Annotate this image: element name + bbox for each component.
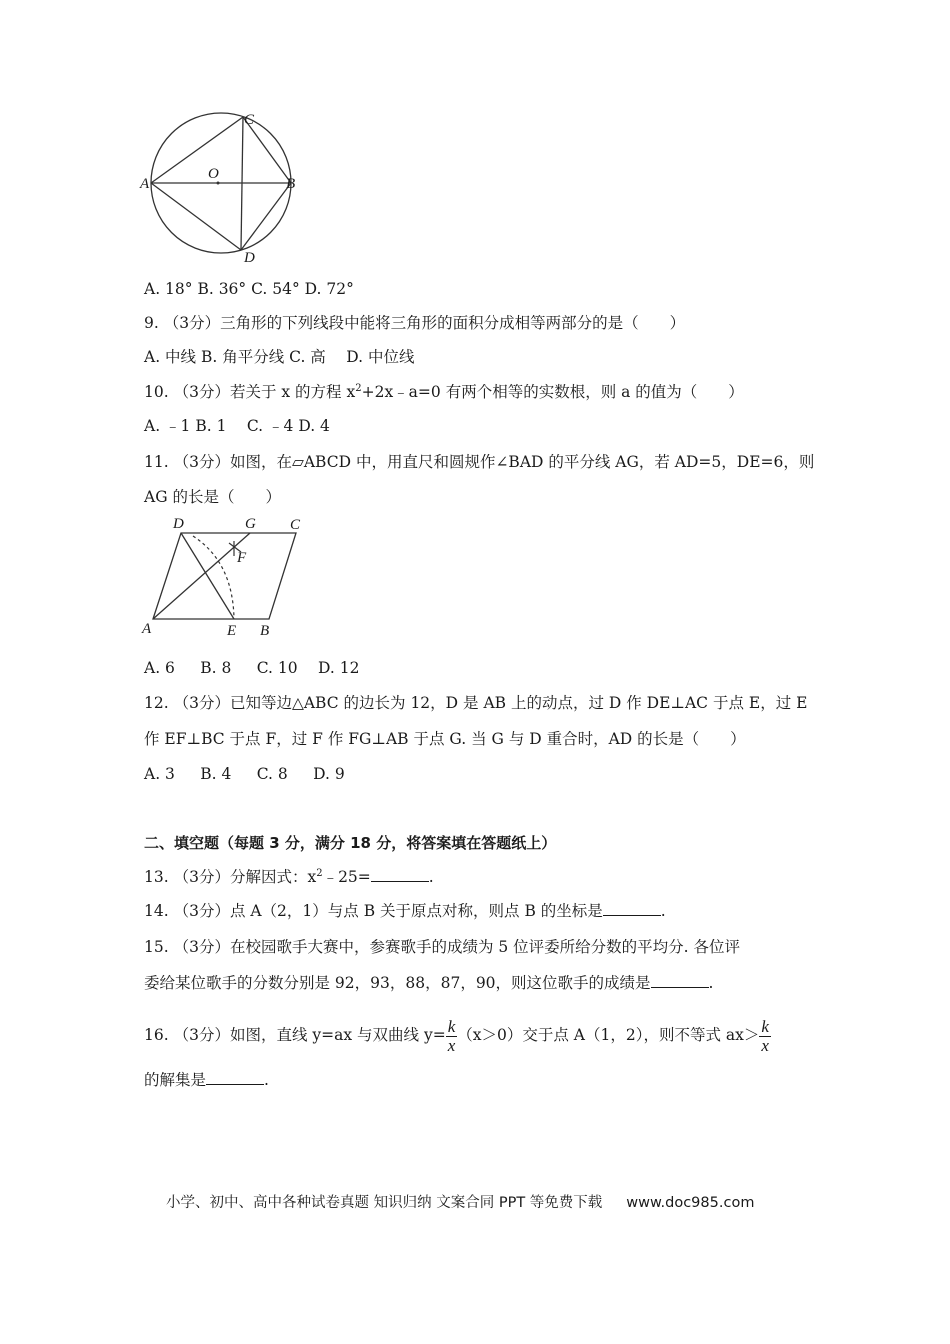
q16-stem-b: （x＞0）交于点 A（1，2），则不等式 ax＞ <box>457 1026 760 1044</box>
q16-fraction-2 <box>759 1018 771 1055</box>
label-f: F <box>237 550 247 566</box>
parallelogram-abcd <box>153 533 296 619</box>
q16-end: . <box>264 1071 269 1089</box>
label-d: D <box>173 516 184 532</box>
q16-fraction-1 <box>446 1018 458 1055</box>
frac-denominator: x <box>761 1035 769 1055</box>
q15-answer-blank <box>651 973 709 988</box>
frac-numerator: k <box>761 1016 769 1036</box>
frac-denominator: x <box>447 1035 456 1055</box>
q8-options: A. 18° B. 36° C. 54° D. 72° <box>144 280 354 298</box>
q13-stem-b: ﹣25= <box>322 868 371 886</box>
label-o: O <box>208 166 219 182</box>
q14-stem-text: 14. （3分）点 A（2，1）与点 B 关于原点对称，则点 B 的坐标是 <box>144 902 603 920</box>
label-a: A <box>142 621 152 637</box>
q11-stem-line2: AG 的长是（ ） <box>144 488 282 506</box>
q11-options: A. 6 B. 8 C. 10 D. 12 <box>144 659 360 677</box>
q14-answer-blank <box>603 901 661 916</box>
q11-parallelogram-figure <box>138 512 308 642</box>
q13-stem-a: 13. （3分）分解因式：x <box>144 868 317 886</box>
label-g: G <box>245 516 256 532</box>
q15-stem-line1: 15. （3分）在校园歌手大赛中，参赛歌手的成绩为 5 位评委所给分数的平均分. 各位评 <box>144 938 741 956</box>
q10-stem-b: +2x﹣a=0 有两个相等的实数根，则 a 的值为（ ） <box>361 383 744 401</box>
page-footer <box>166 1191 754 1212</box>
label-b: B <box>260 623 270 639</box>
q13-answer-blank <box>371 867 429 882</box>
label-c: C <box>244 112 255 128</box>
q16-stem-line1 <box>144 1015 771 1055</box>
q16-stem-text: 的解集是 <box>144 1071 207 1089</box>
q10-stem <box>144 382 744 402</box>
q11-stem-line1: 11. （3分）如图，在▱ABCD 中，用直尺和圆规作∠BAD 的平分线 AG，若 AD=5，DE=6，则 <box>144 453 815 471</box>
footer-text: 小学、初中、高中各种试卷真题 知识归纳 文案合同 PPT 等免费下载 <box>166 1195 603 1211</box>
q14-stem <box>144 901 666 921</box>
q12-stem-line1: 12. （3分）已知等边△ABC 的边长为 12，D 是 AB 上的动点，过 D 作 DE⊥AC 于点 E，过 E <box>144 694 808 712</box>
q13-end: . <box>428 868 434 886</box>
q13-stem <box>144 867 434 887</box>
q15-stem-text: 委给某位歌手的分数分别是 92，93，88，87，90，则这位歌手的成绩是 <box>144 974 651 992</box>
q12-stem-line2: 作 EF⊥BC 于点 F，过 F 作 FG⊥AB 于点 G. 当 G 与 D 重合时，AD 的长是（ ） <box>144 730 746 748</box>
label-c: C <box>290 517 301 533</box>
q8-circle-figure <box>138 108 308 270</box>
q13-exponent: 2 <box>316 867 323 879</box>
q10-stem-a: 10. （3分）若关于 x 的方程 x <box>144 383 356 401</box>
q15-stem-line2 <box>144 973 713 993</box>
chord-db <box>241 183 291 250</box>
label-b: B <box>286 176 296 192</box>
footer-url: www.doc985.com <box>626 1195 755 1211</box>
q16-stem-line2 <box>144 1070 269 1090</box>
q16-stem-a: 16. （3分）如图，直线 y=ax 与双曲线 y= <box>144 1026 446 1044</box>
q9-options: A. 中线 B. 角平分线 C. 高 D. 中位线 <box>144 348 415 366</box>
segment-de <box>181 533 234 619</box>
q10-options: A. ﹣1 B. 1 C. ﹣4 D. 4 <box>144 417 330 435</box>
q14-end: . <box>660 902 666 920</box>
label-d: D <box>244 250 255 266</box>
frac-numerator: k <box>447 1016 456 1036</box>
q9-stem: 9. （3分）三角形的下列线段中能将三角形的面积分成相等两部分的是（ ） <box>144 314 686 332</box>
q12-options: A. 3 B. 4 C. 8 D. 9 <box>144 765 345 783</box>
section2-heading: 二、填空题（每题 3 分，满分 18 分，将答案填在答题纸上） <box>144 834 557 852</box>
label-a: A <box>140 176 150 192</box>
q10-exponent: 2 <box>355 382 362 394</box>
q16-answer-blank <box>206 1070 264 1085</box>
chord-ad <box>151 183 241 250</box>
q15-end: . <box>708 974 714 992</box>
label-e: E <box>227 623 237 639</box>
chord-ac <box>151 117 243 183</box>
